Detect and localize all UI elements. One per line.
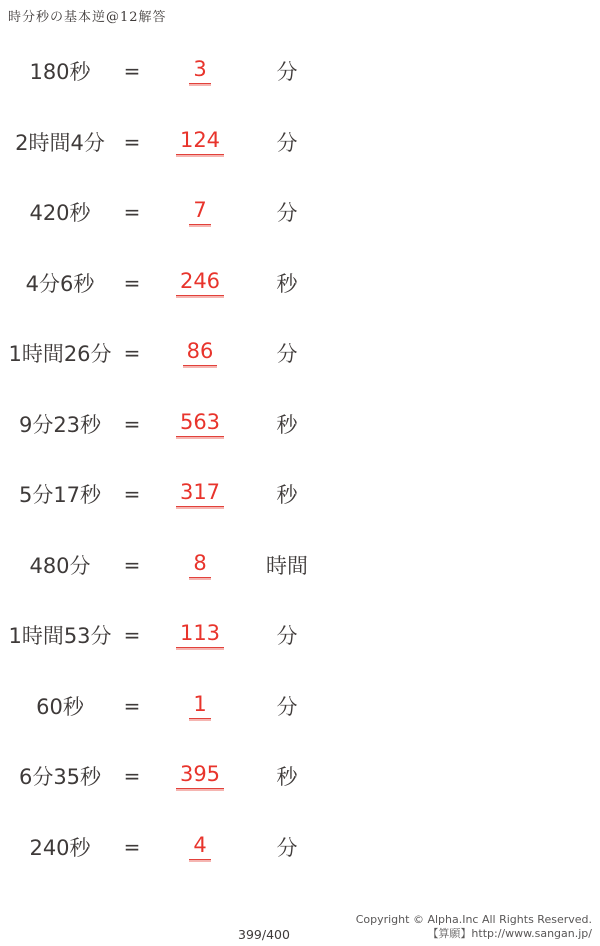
problem-expression: 4分6秒 bbox=[25, 271, 95, 296]
problem-expression: 480分 bbox=[29, 553, 91, 578]
problem-row bbox=[0, 177, 318, 248]
answer-unit: 秒 bbox=[276, 271, 298, 296]
problem-row bbox=[0, 389, 318, 460]
problem-list bbox=[0, 36, 318, 882]
equals-sign: = bbox=[123, 59, 141, 84]
problem-row bbox=[0, 318, 318, 389]
answer-value: 113 bbox=[176, 622, 224, 648]
answer-value: 563 bbox=[176, 411, 224, 437]
equals-sign: = bbox=[123, 129, 141, 154]
problem-expression: 1時間26分 bbox=[8, 342, 112, 367]
answer-value: 124 bbox=[176, 129, 224, 155]
copyright-url: 【算願】http://www.sangan.jp/ bbox=[427, 927, 592, 941]
answer-cell bbox=[144, 552, 256, 578]
answer-value: 317 bbox=[176, 481, 224, 507]
answer-value: 4 bbox=[189, 834, 210, 860]
answer-cell bbox=[144, 622, 256, 648]
equals-sign: = bbox=[123, 693, 141, 718]
problem-row bbox=[0, 741, 318, 812]
problem-row bbox=[0, 107, 318, 178]
answer-cell bbox=[144, 199, 256, 225]
answer-value: 8 bbox=[189, 552, 210, 578]
answer-cell bbox=[144, 270, 256, 296]
answer-unit: 秒 bbox=[276, 412, 298, 437]
answer-value: 1 bbox=[189, 693, 210, 719]
problem-row bbox=[0, 459, 318, 530]
problem-row bbox=[0, 530, 318, 601]
equals-sign: = bbox=[123, 270, 141, 295]
answer-unit: 時間 bbox=[266, 553, 308, 578]
answer-value: 7 bbox=[189, 199, 210, 225]
answer-value: 246 bbox=[176, 270, 224, 296]
answer-unit: 分 bbox=[276, 60, 298, 85]
answer-cell bbox=[144, 129, 256, 155]
equals-sign: = bbox=[123, 764, 141, 789]
equals-sign: = bbox=[123, 834, 141, 859]
answer-unit: 分 bbox=[276, 201, 298, 226]
problem-expression: 420秒 bbox=[29, 201, 91, 226]
problem-expression: 1時間53分 bbox=[8, 624, 112, 649]
problem-row bbox=[0, 36, 318, 107]
problem-expression: 9分23秒 bbox=[18, 412, 102, 437]
answer-value: 3 bbox=[189, 58, 210, 84]
problem-row bbox=[0, 671, 318, 742]
problem-expression: 60秒 bbox=[36, 694, 84, 719]
page-number: 399/400 bbox=[238, 927, 290, 942]
equals-sign: = bbox=[123, 200, 141, 225]
answer-unit: 秒 bbox=[276, 765, 298, 790]
answer-cell bbox=[144, 340, 256, 366]
page-title: 時分秒の基本逆@12解答 bbox=[8, 10, 167, 25]
answer-cell bbox=[144, 481, 256, 507]
answer-unit: 分 bbox=[276, 694, 298, 719]
problem-expression: 180秒 bbox=[29, 60, 91, 85]
problem-expression: 240秒 bbox=[29, 835, 91, 860]
answer-cell bbox=[144, 763, 256, 789]
equals-sign: = bbox=[123, 623, 141, 648]
equals-sign: = bbox=[123, 411, 141, 436]
problem-expression: 5分17秒 bbox=[18, 483, 102, 508]
problem-row bbox=[0, 248, 318, 319]
answer-cell bbox=[144, 693, 256, 719]
copyright-line: Copyright © Alpha.Inc All Rights Reserved. bbox=[355, 913, 592, 926]
problem-row bbox=[0, 812, 318, 883]
answer-unit: 分 bbox=[276, 835, 298, 860]
answer-value: 86 bbox=[183, 340, 218, 366]
answer-cell bbox=[144, 834, 256, 860]
answer-unit: 分 bbox=[276, 130, 298, 155]
problem-expression: 2時間4分 bbox=[15, 130, 105, 155]
answer-unit: 分 bbox=[276, 624, 298, 649]
answer-value: 395 bbox=[176, 763, 224, 789]
equals-sign: = bbox=[123, 552, 141, 577]
answer-unit: 分 bbox=[276, 342, 298, 367]
problem-row bbox=[0, 600, 318, 671]
equals-sign: = bbox=[123, 341, 141, 366]
answer-cell bbox=[144, 58, 256, 84]
answer-unit: 秒 bbox=[276, 483, 298, 508]
copyright-notice bbox=[356, 913, 592, 941]
problem-expression: 6分35秒 bbox=[18, 765, 102, 790]
answer-cell bbox=[144, 411, 256, 437]
equals-sign: = bbox=[123, 482, 141, 507]
